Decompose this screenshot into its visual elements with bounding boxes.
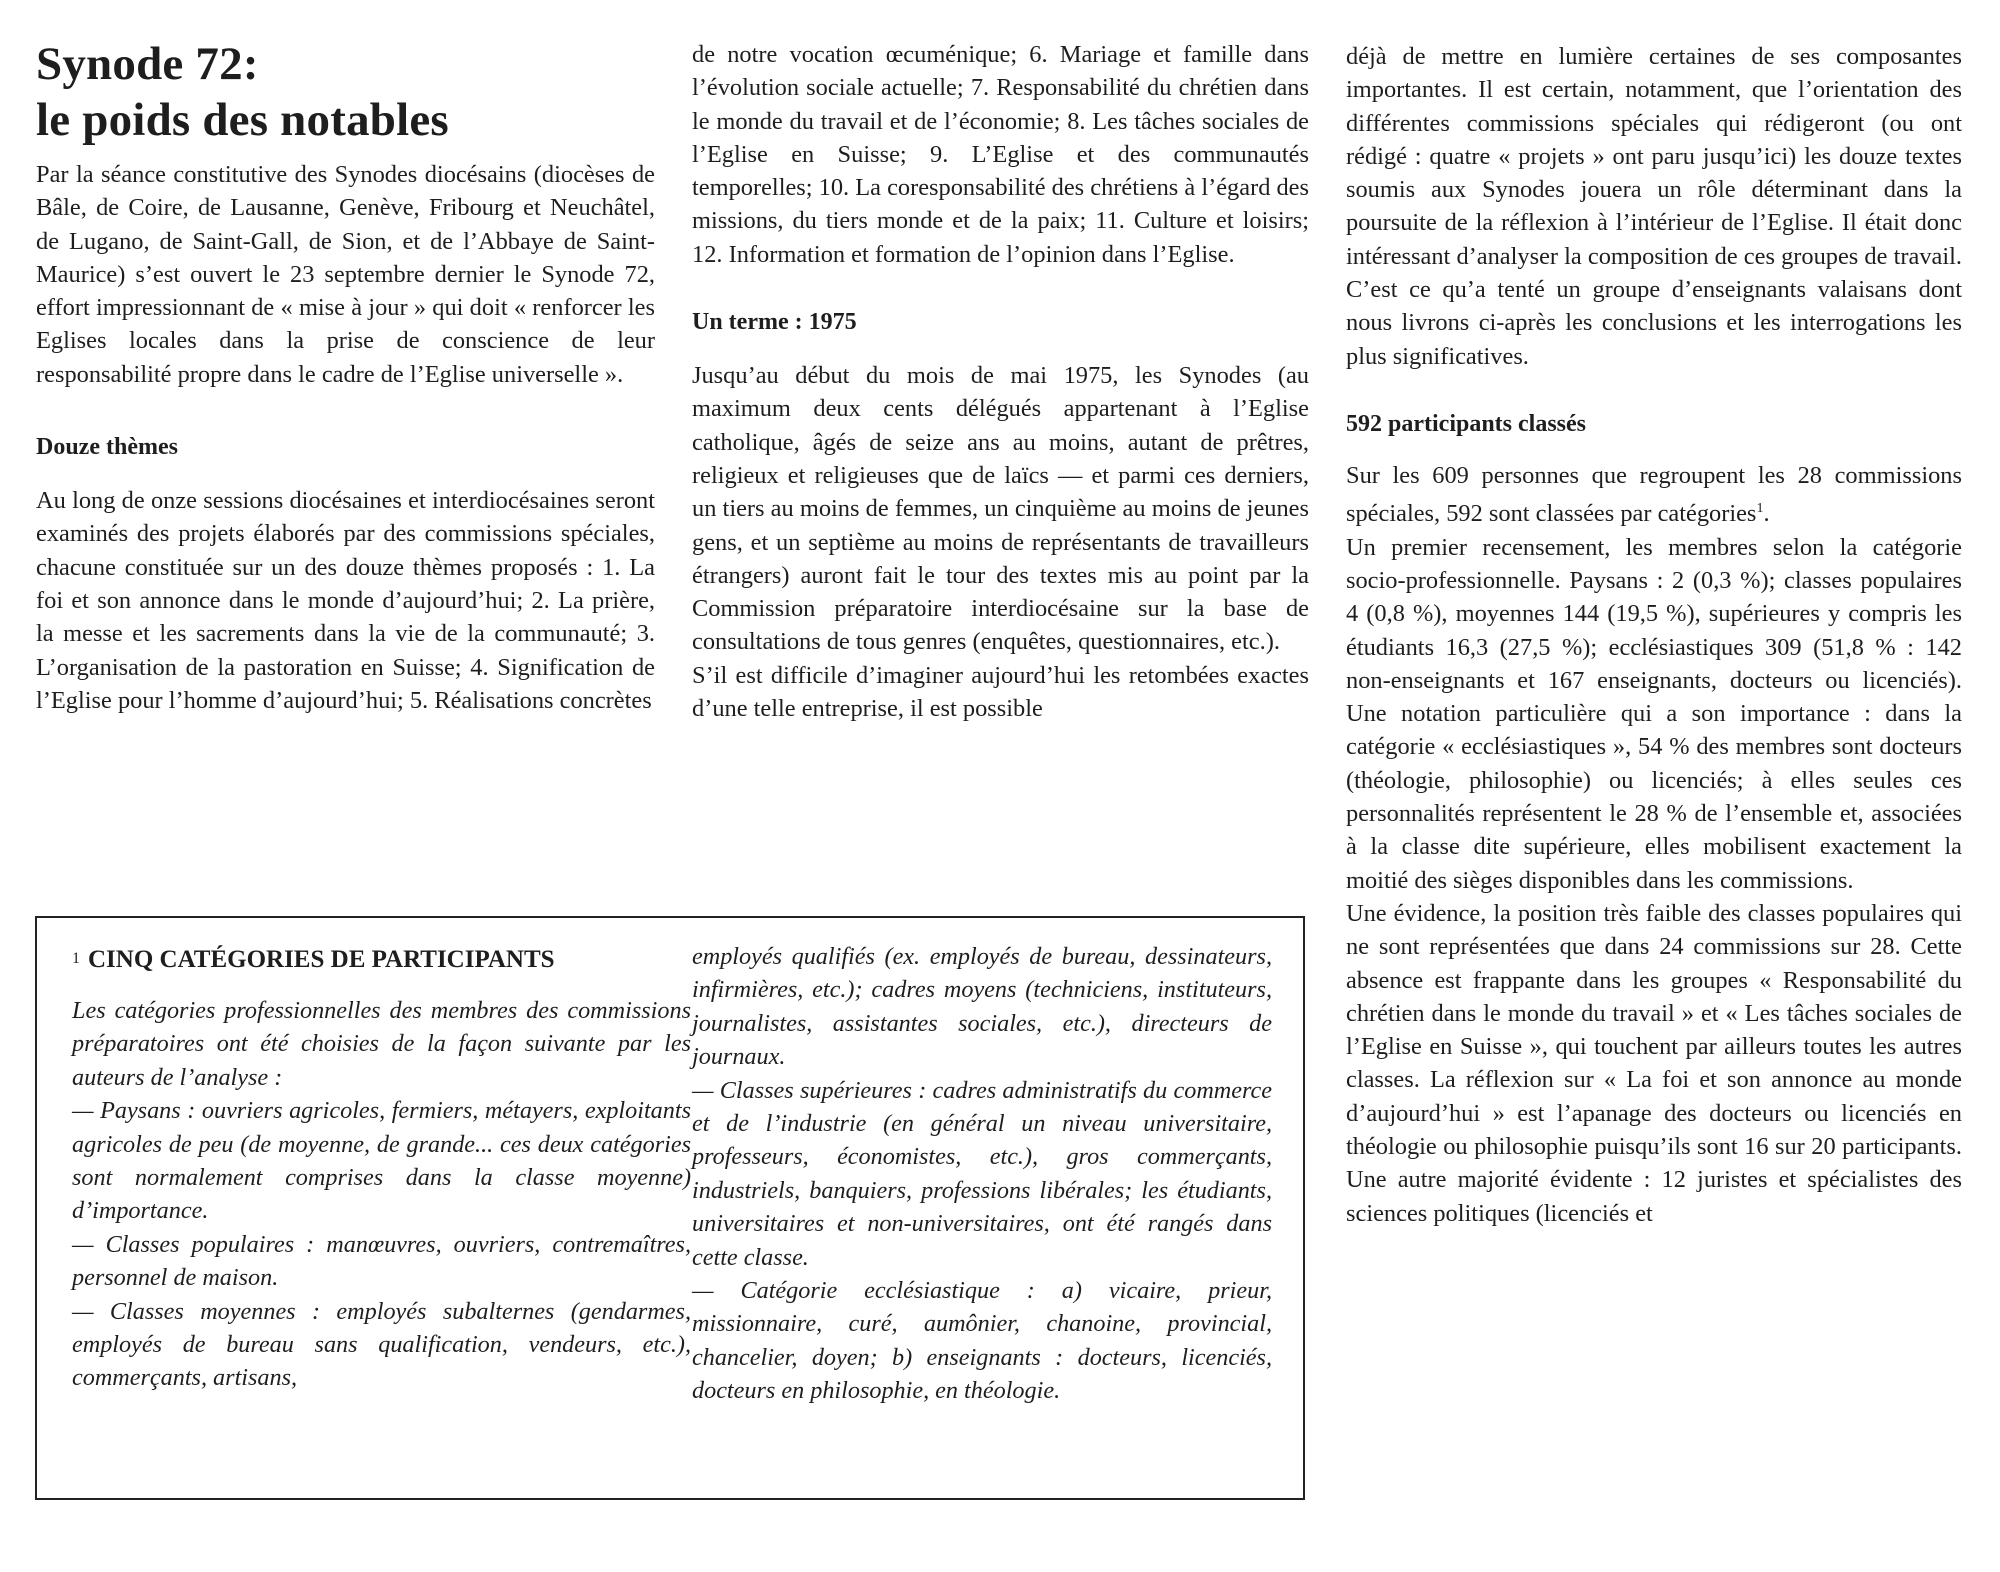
heading-douze-themes: Douze thèmes: [36, 434, 178, 461]
paragraph-609-text: Sur les 609 personnes que regroupent les 28 commissions spéciales, 592 sont classées par catégories: [1346, 461, 1962, 528]
paragraph-evidence: Une évidence, la position très faible des classes populaires qui ne sont représentées que dans 24 commissions sur 28. Cette absence est frappante dans les groupes « Responsabilité du chrétien dans le monde du travail » et « Les tâches sociales de l’Eglise en Suisse », qui touchent par ailleurs toutes les autres classes. La réflexion sur « La foi et son annonce au monde d’aujourd’hui » est l’apanage des docteurs ou licenciés en théologie ou philosophie puisqu’ils sont 16 sur 20 participants. Une autre majorité évidente : 12 juristes et spécialistes des sciences politiques (licenciés et: [1346, 899, 1962, 1227]
intro-paragraph: Par la séance constitutive des Synodes diocésains (diocèses de Bâle, de Coire, de Lausanne, Genève, Fribourg et Neuchâtel, de Lugano, de Saint-Gall, de Sion, et de l’Abbaye de Saint-Maurice) s’est ouvert le 23 septembre dernier le Synode 72, effort impressionnant de « mise à jour » qui doit « renforcer les Eglises locales dans la prise de conscience de leur responsabilité propre dans le cadre de l’Eglise universelle ».: [36, 161, 655, 388]
box-paysans: — Paysans : ouvriers agricoles, fermiers, métayers, exploitants agricoles de peu (de moyenne, de grande... ces deux catégories sont normalement comprises dans la classe moyenne) d’importance.: [72, 1097, 691, 1225]
box-title: [72, 942, 691, 976]
title-line-1: Synode 72:: [36, 38, 259, 90]
box-column-right: [692, 940, 1272, 1408]
box-intro: Les catégories professionnelles des membres des commissions préparatoires ont été choisies de la façon suivante par les auteurs de l’analyse :: [72, 997, 691, 1091]
box-note-number: 1: [72, 950, 80, 967]
heading-592-participants: 592 participants classés: [1346, 410, 1586, 437]
box-categorie-ecclesiastique: — Catégorie ecclésiastique : a) vicaire, prieur, missionnaire, curé, aumônier, chanoine, provincial, chancelier, doyen; b) enseignants : docteurs, licenciés, docteurs en philosophie, en théologie.: [692, 1277, 1272, 1405]
footnote-ref: 1: [1756, 501, 1764, 517]
box-title-text: CINQ CATÉGORIES DE PARTICIPANTS: [88, 946, 555, 973]
paragraph-609-end: .: [1763, 500, 1770, 528]
paragraph-retombees: S’il est difficile d’imaginer aujourd’hui les retombées exactes d’une telle entreprise, il est possible: [692, 661, 1309, 723]
heading-un-terme: Un terme : 1975: [692, 309, 857, 336]
box-classes-moyennes-cont: employés qualifiés (ex. employés de bureau, dessinateurs, infirmières, etc.); cadres moyens (techniciens, instituteurs, journalistes, assistantes sociales, etc.), directeurs de journaux.: [692, 943, 1272, 1071]
box-classes-superieures: — Classes supérieures : cadres administratifs du commerce et de l’industrie (en général un niveau universitaire, professeurs, économistes, etc.), gros commerçants, industriels, banquiers, professions libérales; les étudiants, universitaires et non-universitaires, ont été rangés dans cette classe.: [692, 1076, 1272, 1271]
column-2: [692, 38, 1309, 725]
box-classes-moyennes: — Classes moyennes : employés subalternes (gendarmes, employés de bureau sans qualification, vendeurs, etc.), commerçants, artisans,: [72, 1297, 691, 1392]
categories-box: [35, 916, 1305, 1500]
paragraph-douze-themes: Au long de onze sessions diocésaines et interdiocésaines seront examinés des projets élaborés par des commissions spéciales, chacune constituée sur un des douze thèmes proposés : 1. La foi et son annonce dans le monde d’aujourd’hui; 2. La prière, la messe et les sacrements dans la vie de la communauté; 3. L’organisation de la pastoration en Suisse; 4. Signification de l’Eglise pour l’homme d’aujourd’hui; 5. Réalisations concrètes: [36, 487, 655, 714]
article-title: [36, 36, 655, 148]
paragraph-609-personnes: [1346, 459, 1962, 531]
box-column-left: [72, 942, 691, 1395]
column-1: [36, 36, 655, 717]
paragraph-composantes: déjà de mettre en lumière certaines de ses composantes importantes. Il est certain, notamment, que l’orientation des différentes commissions spéciales qui rédigeront (ou ont rédigé : quatre « projets » ont paru jusqu’ici) les douze textes soumis aux Synodes jouera un rôle déterminant dans la poursuite de la réflexion à l’intérieur de l’Eglise. Il était donc intéressant d’analyser la composition de ces groupes de travail. C’est ce qu’a tenté un groupe d’enseignants valaisans dont nous livrons ci-après les conclusions et les interrogations les plus significatives.: [1346, 43, 1962, 370]
title-line-2: le poids des notables: [36, 94, 449, 146]
paragraph-recensement: Un premier recensement, les membres selon la catégorie socio-professionnelle. Paysans : 2 (0,3 %); classes populaires 4 (0,8 %), moyennes 144 (19,5 %), supérieures y compris les étudiants 16,3 (27,5 %); ecclésiastiques 309 (51,8 % : 142 non-enseignants et 167 enseignants, docteurs ou licenciés). Une notation particulière qui a son importance : dans la catégorie « ecclésiastiques », 54 % des membres sont docteurs (théologie, philosophie) ou licenciés; à elles seules ces personnalités représentent le 28 % de l’ensemble et, associées à la classe dite supérieure, elles mobilisent exactement la moitié des sièges disponibles dans les commissions.: [1346, 533, 1962, 894]
column-3: [1346, 40, 1962, 1230]
paragraph-themes-continued: de notre vocation œcuménique; 6. Mariage et famille dans l’évolution sociale actuelle; 7. Responsabilité du chrétien dans le monde du travail et de l’économie; 8. Les tâches sociales de l’Eglise en Suisse; 9. L’Eglise et des communautés temporelles; 10. La coresponsabilité des chrétiens à l’égard des missions, du tiers monde et de la paix; 11. Culture et loisirs; 12. Information et formation de l’opinion dans l’Eglise.: [692, 41, 1309, 268]
box-classes-populaires: — Classes populaires : manœuvres, ouvriers, contremaîtres, personnel de maison.: [72, 1230, 691, 1292]
paragraph-synodes-1975: Jusqu’au début du mois de mai 1975, les Synodes (au maximum deux cents délégués appartenant à l’Eglise catholique, âgés de seize ans au moins, autant de prêtres, religieux et religieuses que de laïcs — et parmi ces derniers, un tiers au moins de femmes, un cinquième au moins de jeunes gens, et un septième au moins de représentants de travailleurs étrangers) auront fait le tour des textes mis au point par la Commission préparatoire interdiocésaine sur la base de consultations de tous genres (enquêtes, questionnaires, etc.).: [692, 362, 1309, 656]
